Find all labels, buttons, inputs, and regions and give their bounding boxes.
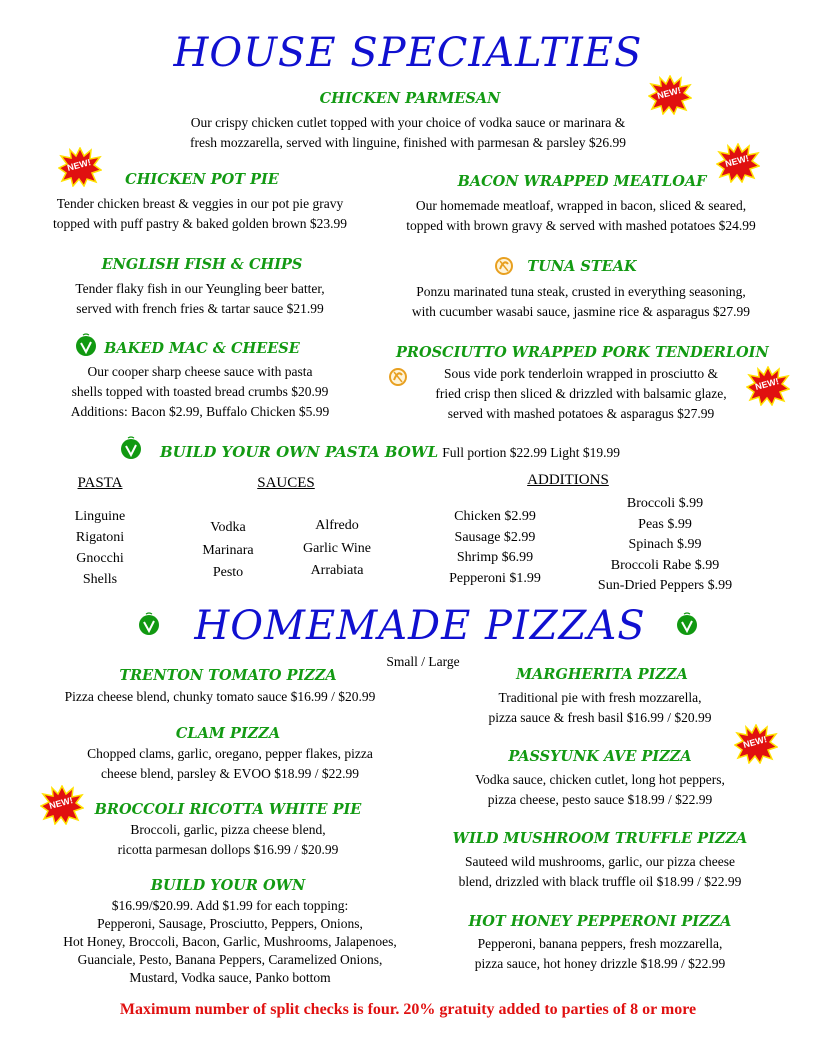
desc-line: Pizza cheese blend, chunky tomato sauce $16.99 / $20.99 — [64, 689, 376, 704]
desc-line: with cucumber wasabi sauce, jasmine rice & asparagus $27.99 — [411, 304, 751, 319]
bacon-meatloaf-desc — [381, 196, 781, 236]
tuna-steak-heading: TUNA STEAK — [527, 258, 637, 275]
addition-option: Sun-Dried Peppers $.99 — [597, 578, 733, 593]
pasta-bowl-heading-row — [160, 443, 620, 462]
desc-line: Traditional pie with fresh mozzarella, — [498, 690, 702, 705]
addition-option: Chicken $2.99 — [454, 509, 536, 524]
addition-option: Broccoli Rabe $.99 — [610, 557, 720, 573]
desc-line: Guanciale, Pesto, Banana Peppers, Caramelized Onions, — [77, 952, 383, 967]
new-badge-icon — [746, 366, 790, 411]
addition-option: Shrimp $6.99 — [456, 550, 534, 565]
new-badge-icon — [40, 785, 84, 830]
desc-line: cheese blend, parsley & EVOO $18.99 / $22.99 — [101, 766, 359, 781]
desc-line: Tender chicken breast & veggies in our pot pie gravy — [56, 196, 344, 211]
chicken-pot-pie-heading: CHICKEN POT PIE — [125, 171, 279, 188]
desc-line: Broccoli, garlic, pizza cheese blend, — [130, 822, 326, 837]
desc-line: Pepperoni, banana peppers, fresh mozzarella, — [477, 936, 723, 951]
addition-option: Broccoli $.99 — [626, 496, 704, 511]
desc-line: Mustard, Vodka sauce, Panko bottom — [129, 970, 331, 985]
desc-line: pizza sauce, hot honey drizzle $18.99 / $22.99 — [474, 956, 726, 971]
addition-option: Spinach $.99 — [628, 537, 702, 552]
new-badge-label: NEW! — [724, 153, 750, 169]
additions-list-a — [430, 507, 560, 589]
pasta-header: PASTA — [77, 475, 123, 491]
margherita-desc — [420, 688, 780, 728]
desc-line: ricotta parmesan dollops $16.99 / $20.99 — [117, 842, 339, 857]
desc-line: served with french fries & tartar sauce $21.99 — [76, 301, 324, 316]
pasta-bowl-heading: BUILD YOUR OWN PASTA BOWL — [160, 443, 439, 461]
hot-honey-heading: HOT HONEY PEPPERONI PIZZA — [468, 913, 732, 930]
chicken-parmesan-heading: CHICKEN PARMESAN — [319, 90, 501, 107]
pork-tenderloin-desc — [381, 364, 781, 424]
addition-option: Peas $.99 — [638, 516, 692, 532]
additions-list-b — [580, 494, 750, 597]
gluten-free-icon — [388, 366, 408, 388]
desc-line: Hot Honey, Broccoli, Bacon, Garlic, Mushrooms, Jalapenoes, — [63, 934, 397, 949]
pasta-option: Shells — [82, 572, 118, 587]
addition-option: Sausage $2.99 — [454, 529, 536, 545]
broccoli-ricotta-desc — [28, 820, 428, 860]
hot-honey-desc — [420, 934, 780, 974]
mushroom-truffle-heading: WILD MUSHROOM TRUFFLE PIZZA — [452, 830, 748, 847]
passyunk-heading: PASSYUNK AVE PIZZA — [508, 748, 692, 765]
sauces-list-b — [282, 515, 392, 583]
mac-cheese-heading: BAKED MAC & CHEESE — [104, 340, 300, 357]
chicken-pot-pie-desc — [20, 194, 380, 234]
sauce-option: Arrabiata — [310, 563, 364, 578]
pasta-option: Rigatoni — [75, 530, 125, 545]
sauce-option: Vodka — [210, 520, 246, 535]
new-badge-label: NEW! — [48, 795, 74, 811]
trenton-heading: TRENTON TOMATO PIZZA — [119, 667, 337, 684]
desc-line: topped with brown gravy & served with mashed potatoes $24.99 — [406, 218, 756, 233]
sauces-header: SAUCES — [257, 475, 315, 491]
homemade-pizzas-title: HOMEMADE PIZZAS — [194, 603, 646, 649]
desc-line: fresh mozzarella, served with linguine, finished with parmesan & parsley $26.99 — [189, 135, 626, 150]
desc-line: Chopped clams, garlic, oregano, pepper flakes, pizza — [87, 746, 373, 761]
pork-tenderloin-heading: PROSCIUTTO WRAPPED PORK TENDERLOIN — [396, 344, 769, 361]
desc-line: Sous vide pork tenderloin wrapped in prosciutto & — [443, 366, 719, 381]
clam-heading: CLAM PIZZA — [175, 725, 281, 742]
size-note: Small / Large — [386, 654, 460, 669]
desc-line: Vodka sauce, chicken cutlet, long hot peppers, — [475, 772, 725, 787]
vegetarian-icon — [120, 436, 142, 460]
gluten-free-icon — [494, 255, 514, 277]
desc-line: Pepperoni, Sausage, Prosciutto, Peppers, Onions, — [97, 916, 363, 931]
sauce-option: Marinara — [202, 542, 254, 558]
trenton-desc — [20, 687, 420, 707]
build-own-pizza-desc — [20, 897, 440, 987]
new-badge-label: NEW! — [656, 85, 682, 101]
sauce-option: Alfredo — [315, 518, 359, 533]
desc-line: Our homemade meatloaf, wrapped in bacon, sliced & seared, — [415, 198, 747, 213]
fish-chips-heading: ENGLISH FISH & CHIPS — [101, 256, 303, 273]
pasta-option: Gnocchi — [76, 551, 124, 566]
new-badge-icon — [734, 724, 778, 769]
desc-line: topped with puff pastry & baked golden brown $23.99 — [52, 216, 348, 231]
desc-line: Ponzu marinated tuna steak, crusted in everything seasoning, — [416, 284, 746, 299]
desc-line: shells topped with toasted bread crumbs $20.99 — [71, 384, 329, 399]
sauces-list-a — [178, 517, 278, 585]
sauce-option: Garlic Wine — [303, 540, 371, 556]
new-badge-label: NEW! — [754, 376, 780, 392]
new-badge-label: NEW! — [742, 734, 768, 750]
desc-line: Our cooper sharp cheese sauce with pasta — [87, 364, 313, 379]
new-badge-icon — [648, 75, 692, 120]
passyunk-desc — [420, 770, 780, 810]
desc-line: $16.99/$20.99. Add $1.99 for each topping: — [111, 898, 349, 913]
broccoli-ricotta-heading: BROCCOLI RICOTTA WHITE PIE — [94, 801, 362, 818]
desc-line: Our crispy chicken cutlet topped with your choice of vodka sauce or marinara & — [190, 115, 626, 130]
new-badge-label: NEW! — [66, 157, 92, 173]
vegetarian-icon — [75, 333, 97, 357]
pasta-bowl-price: Full portion $22.99 Light $19.99 — [442, 445, 620, 460]
desc-line: Sauteed wild mushrooms, garlic, our pizza cheese — [465, 854, 735, 869]
mushroom-truffle-desc — [420, 852, 780, 892]
pasta-option: Linguine — [74, 509, 126, 524]
addition-option: Pepperoni $1.99 — [449, 570, 541, 586]
pasta-list — [50, 506, 150, 590]
tuna-steak-desc — [381, 282, 781, 322]
desc-line: fried crisp then sliced & drizzled with balsamic glaze, — [435, 386, 727, 401]
clam-desc — [20, 744, 440, 784]
desc-line: Tender flaky fish in our Yeungling beer batter, — [75, 281, 325, 296]
desc-line: pizza sauce & fresh basil $16.99 / $20.99 — [488, 710, 712, 725]
chicken-parmesan-desc — [108, 113, 708, 153]
desc-line: blend, drizzled with black truffle oil $18.99 / $22.99 — [458, 874, 742, 889]
vegetarian-icon — [138, 612, 160, 636]
desc-line: Additions: Bacon $2.99, Buffalo Chicken $5.99 — [70, 404, 330, 419]
new-badge-icon — [716, 143, 760, 188]
new-badge-icon — [58, 147, 102, 192]
mac-cheese-desc — [20, 362, 380, 422]
margherita-heading: MARGHERITA PIZZA — [516, 666, 688, 683]
house-specialties-title: HOUSE SPECIALTIES — [173, 30, 643, 76]
build-own-pizza-heading: BUILD YOUR OWN — [150, 877, 306, 894]
desc-line: served with mashed potatoes & asparagus $27.99 — [447, 406, 715, 421]
fish-chips-desc — [20, 279, 380, 319]
vegetarian-icon — [676, 612, 698, 636]
bacon-meatloaf-heading: BACON WRAPPED MEATLOAF — [457, 173, 707, 190]
additions-header: ADDITIONS — [527, 472, 609, 488]
sauce-option: Pesto — [212, 565, 244, 580]
desc-line: pizza cheese, pesto sauce $18.99 / $22.99 — [487, 792, 713, 807]
footer-policy: Maximum number of split checks is four. 20% gratuity added to parties of 8 or more — [119, 1001, 697, 1018]
